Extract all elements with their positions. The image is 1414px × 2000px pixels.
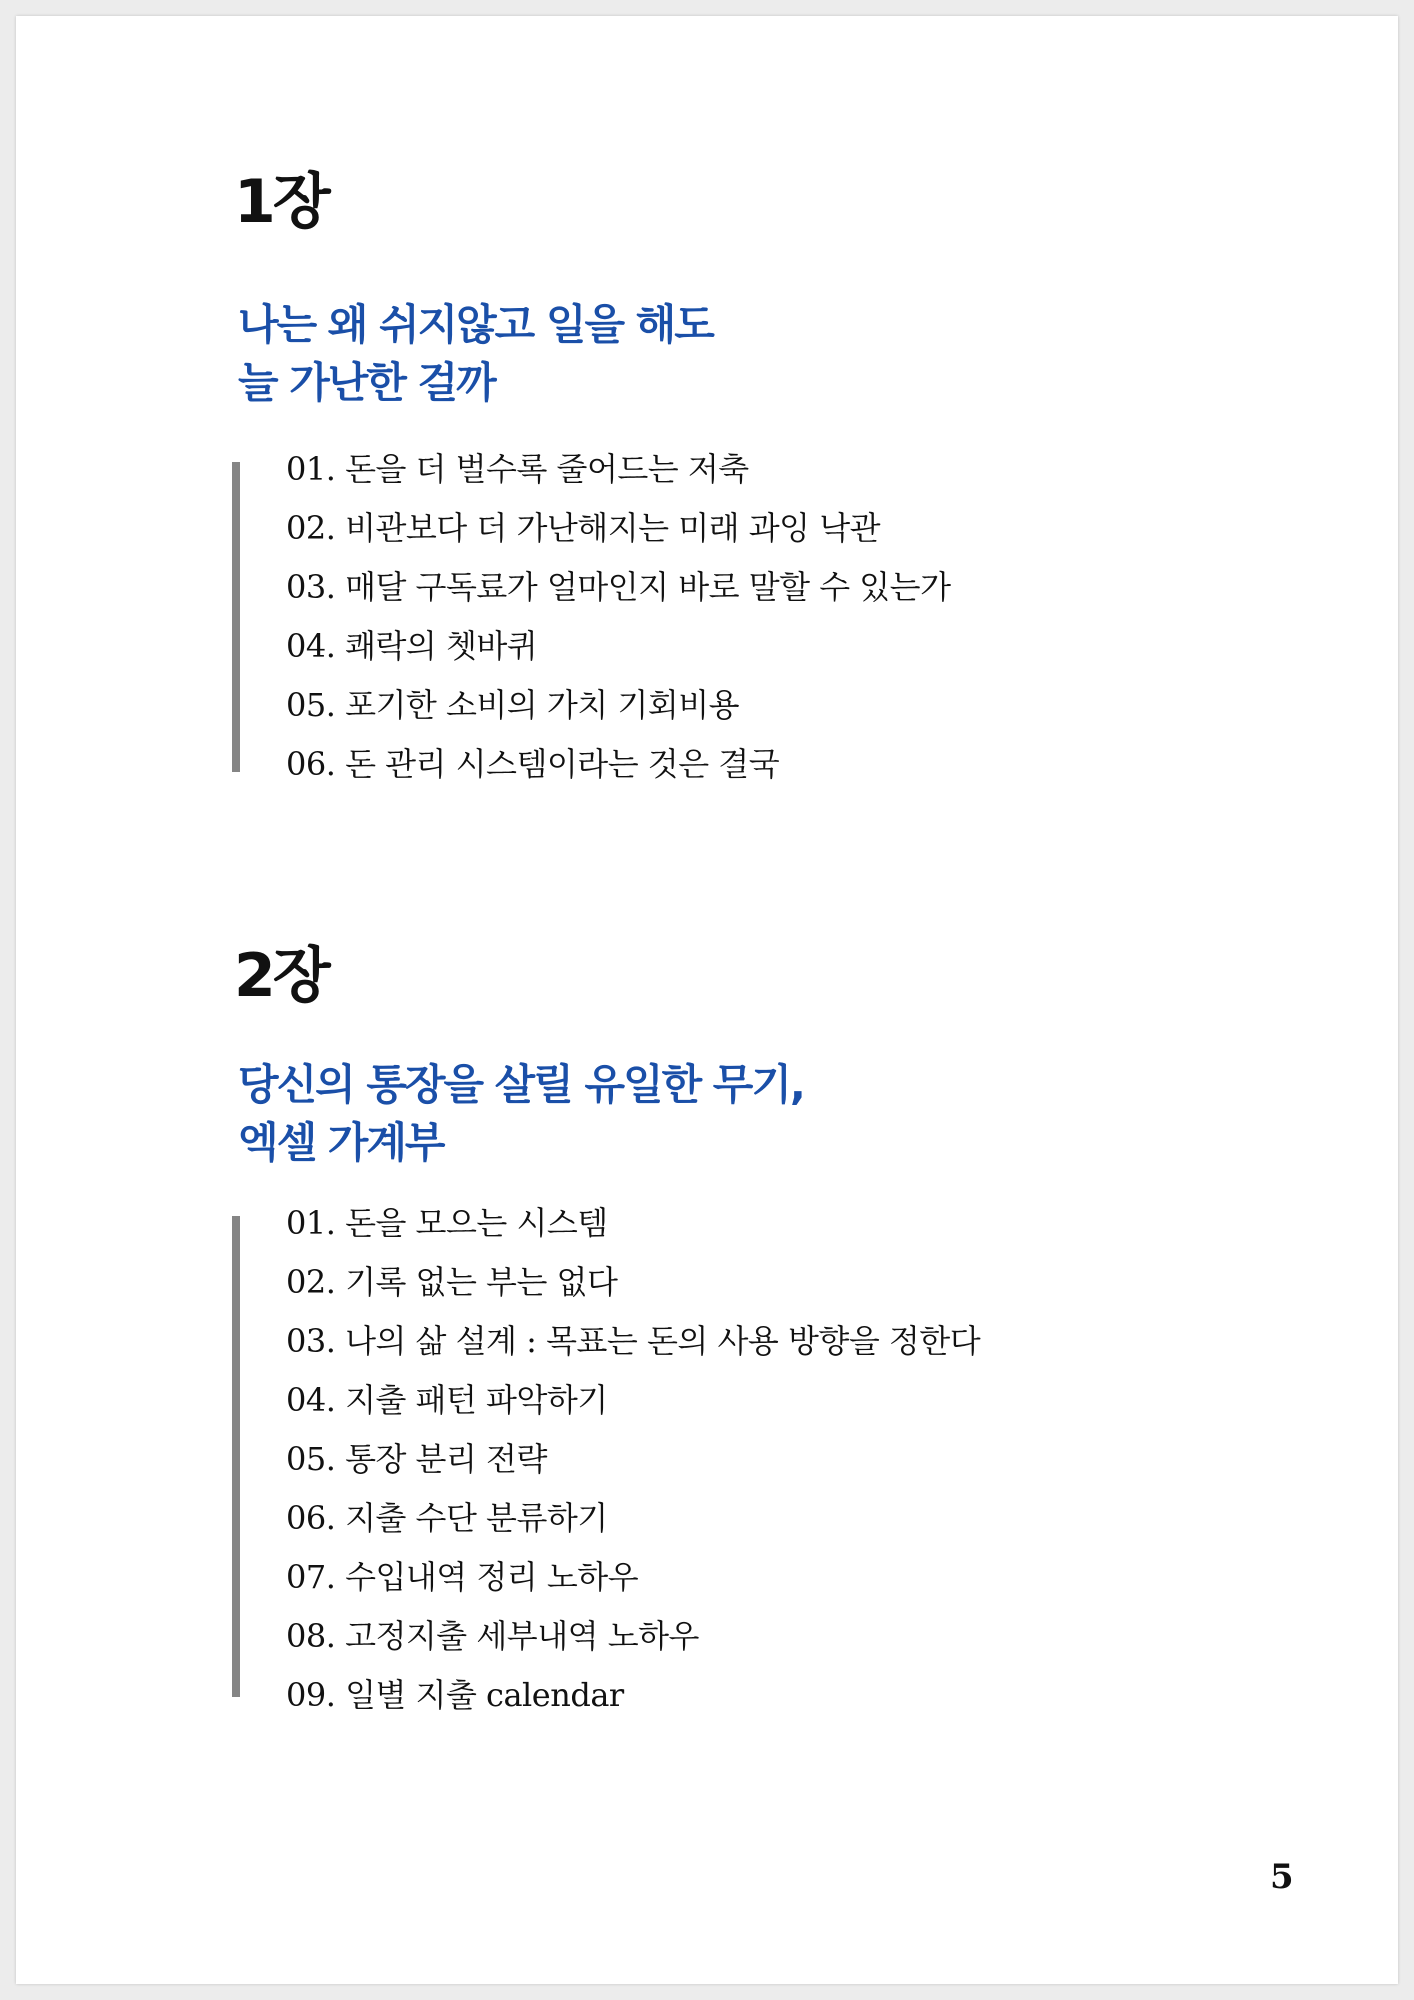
toc-item: 07. 수입내역 정리 노하우 bbox=[286, 1558, 639, 1596]
page-number: 5 bbox=[1270, 1857, 1294, 1897]
toc-item: 04. 쾌락의 쳇바퀴 bbox=[286, 627, 538, 665]
table-of-contents-list bbox=[232, 450, 951, 783]
toc-item: 06. 지출 수단 분류하기 bbox=[286, 1499, 608, 1537]
toc-item: 01. 돈을 더 벌수록 줄어드는 저축 bbox=[286, 450, 749, 488]
chapter-title bbox=[238, 1056, 804, 1172]
toc-item: 06. 돈 관리 시스템이라는 것은 결국 bbox=[286, 745, 780, 783]
table-of-contents-list bbox=[232, 1204, 981, 1714]
toc-item: 02. 비관보다 더 가난해지는 미래 과잉 낙관 bbox=[286, 509, 881, 547]
chapter-number: 2장 bbox=[234, 941, 328, 1011]
chapter-title bbox=[238, 296, 713, 412]
toc-item: 01. 돈을 모으는 시스템 bbox=[286, 1204, 608, 1242]
chapter-number: 1장 bbox=[234, 167, 328, 237]
chapter-title-line: 늘 가난한 걸까 bbox=[238, 358, 495, 407]
toc-item: 04. 지출 패턴 파악하기 bbox=[286, 1381, 608, 1419]
chapter-title-line: 당신의 통장을 살릴 유일한 무기, bbox=[238, 1060, 804, 1109]
toc-item: 09. 일별 지출 calendar bbox=[286, 1676, 624, 1714]
toc-item: 03. 나의 삶 설계 : 목표는 돈의 사용 방향을 정한다 bbox=[286, 1322, 981, 1360]
toc-item: 02. 기록 없는 부는 없다 bbox=[286, 1263, 618, 1301]
chapter-title-line: 나는 왜 쉬지않고 일을 해도 bbox=[238, 300, 713, 349]
toc-item: 05. 통장 분리 전략 bbox=[286, 1440, 547, 1478]
document-page bbox=[16, 16, 1398, 1984]
toc-item: 08. 고정지출 세부내역 노하우 bbox=[286, 1617, 699, 1655]
toc-item: 03. 매달 구독료가 얼마인지 바로 말할 수 있는가 bbox=[286, 568, 951, 606]
toc-item: 05. 포기한 소비의 가치 기회비용 bbox=[286, 686, 740, 724]
chapter-title-line: 엑셀 가계부 bbox=[238, 1118, 444, 1167]
